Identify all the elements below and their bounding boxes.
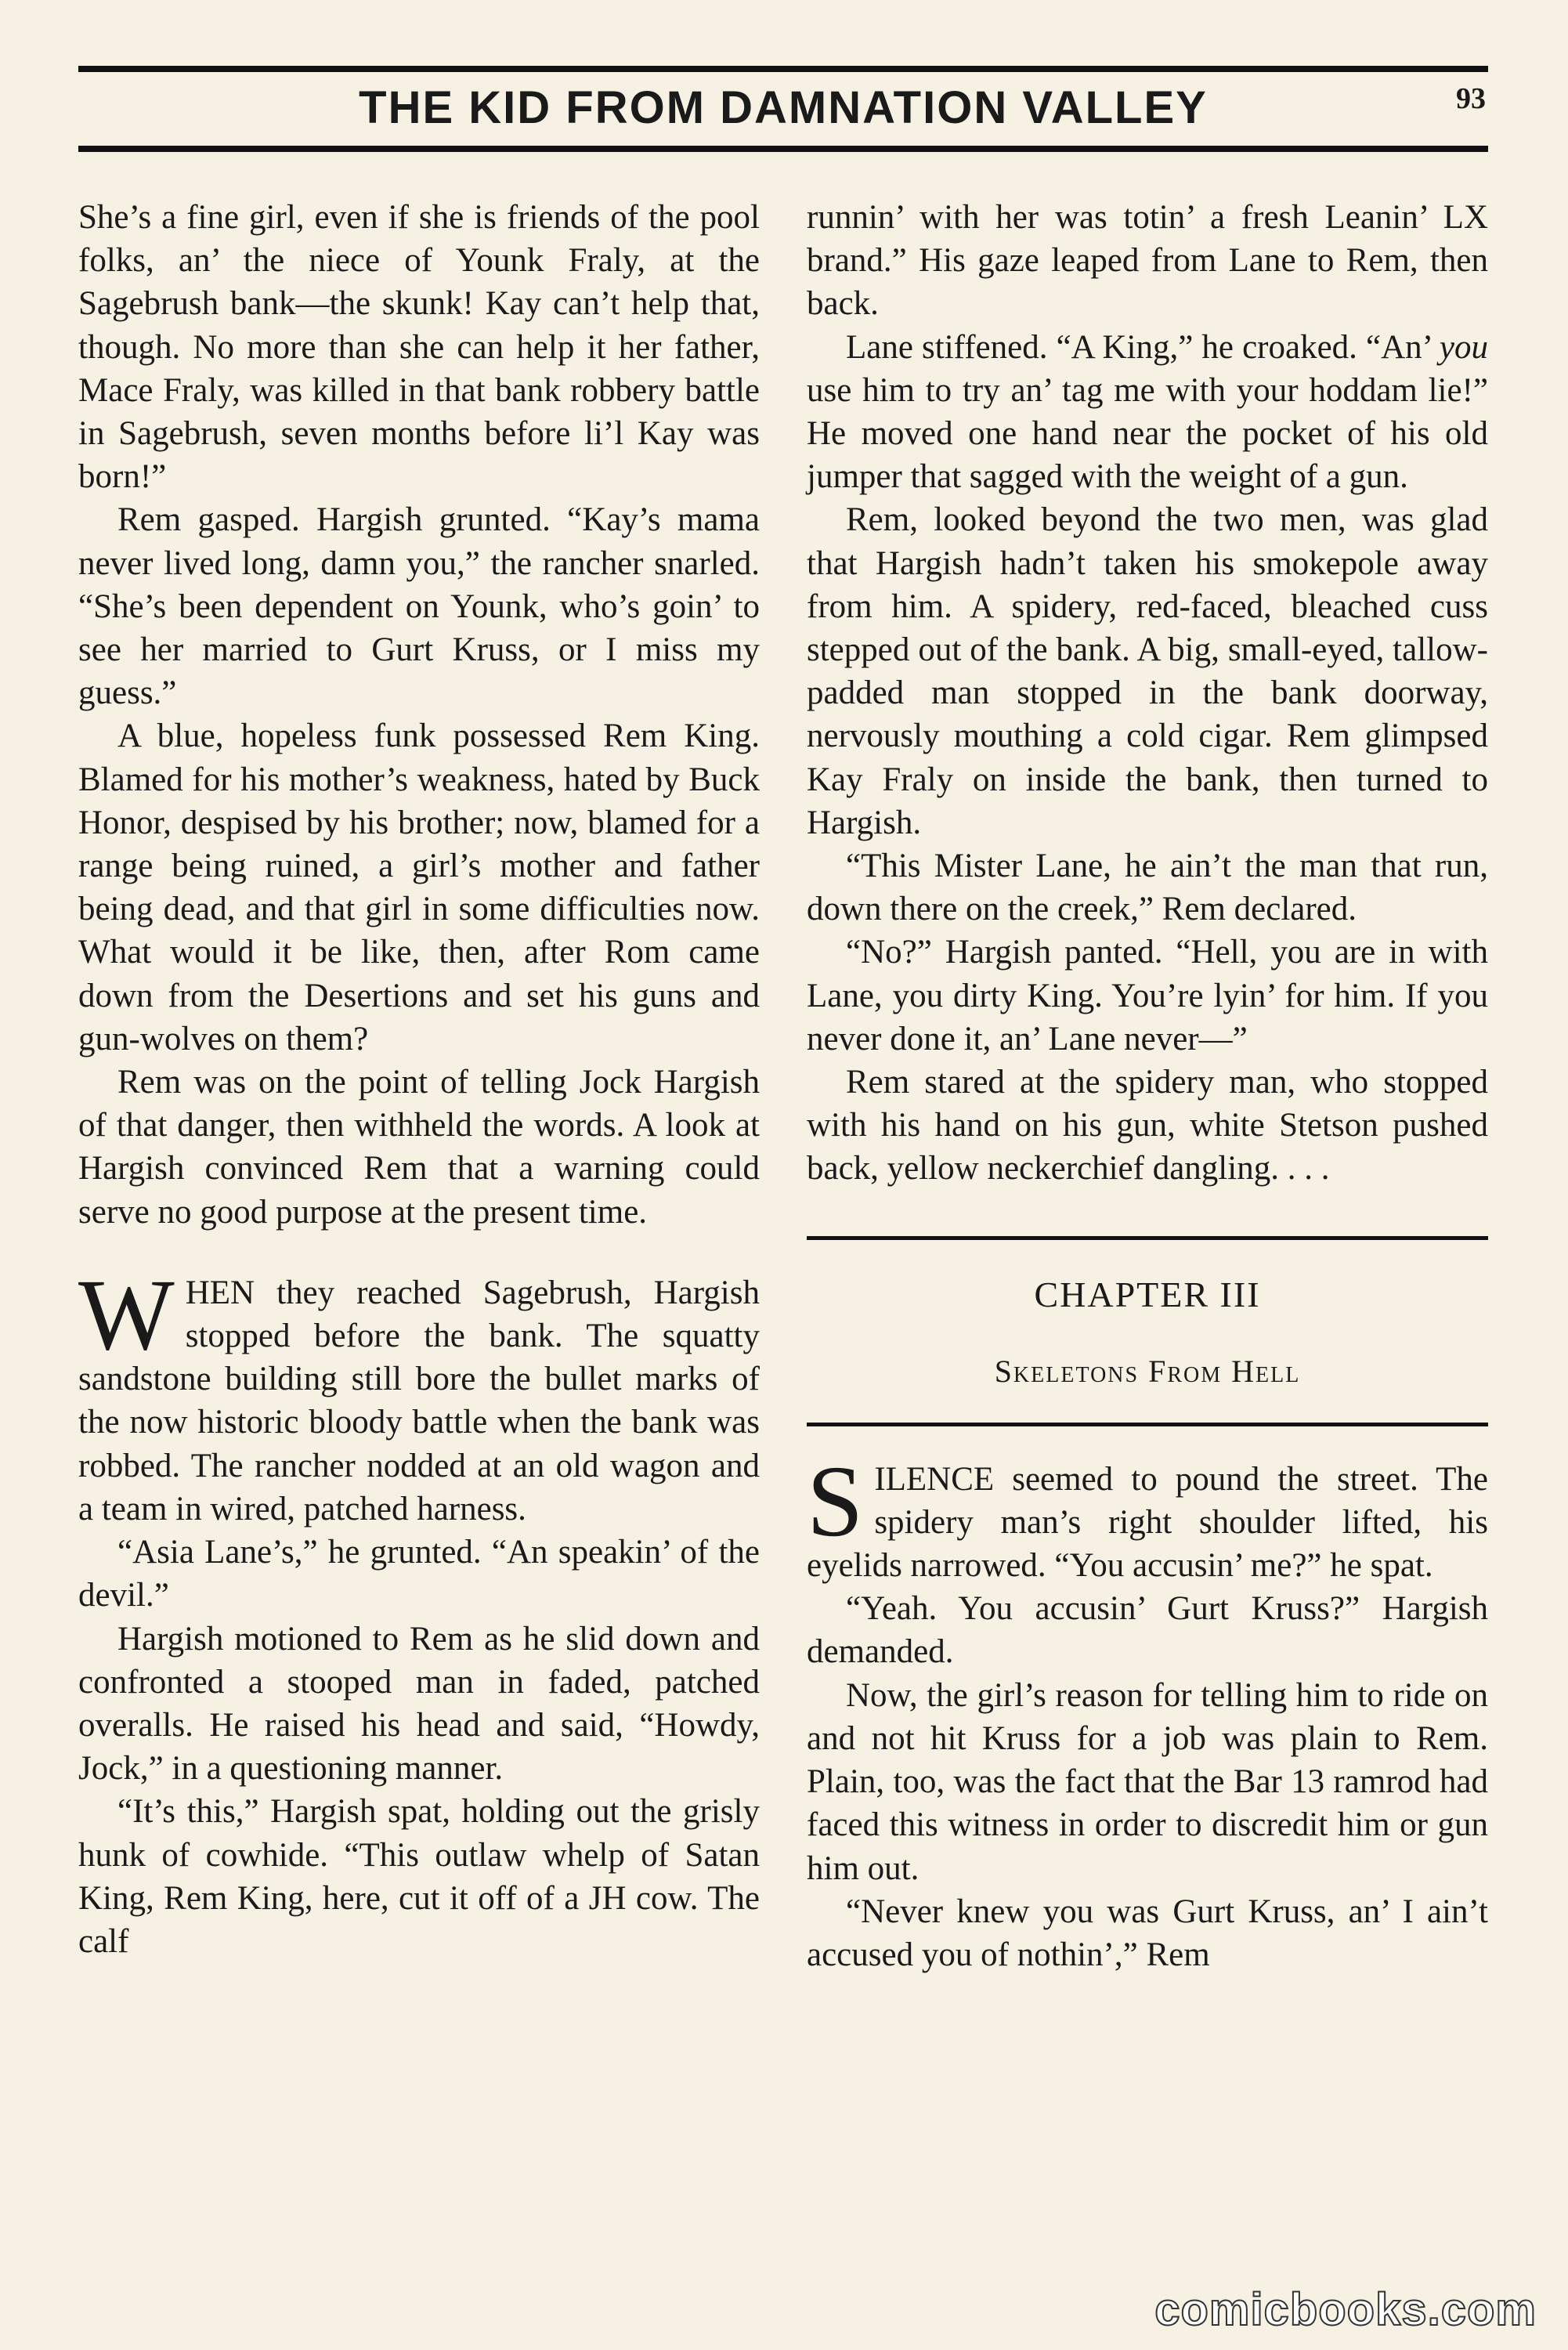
emphasis-text: you: [1439, 328, 1488, 366]
paragraph: Hargish motioned to Rem as he slid down and confronted a stooped man in faded, patched overalls. He raised his head and said, “Howdy, Jock,” in a questioning manner.: [78, 1620, 760, 1788]
header-bottom-rule: [78, 146, 1488, 152]
paragraph: “Yeah. You accusin’ Gurt Kruss?” Hargish demanded.: [807, 1590, 1488, 1671]
paragraph: Now, the girl’s reason for telling him to ride on and not hit Kruss for a job was plain to Rem. Plain, too, was the fact that the Bar 13 ramrod had faced this witness in order to discredit him or gun him out.: [807, 1676, 1488, 1887]
paragraph: A blue, hopeless funk possessed Rem King. Blamed for his mother’s weakness, hated by Buck Honor, despised by his brother; now, blamed for a range being ruined, a girl’s mother and father being dead, and that girl in some difficulties now. What would it be like, then, after Rom came down from the Desertions and set his guns and gun-wolves on them?: [78, 718, 760, 1058]
paragraph: Rem stared at the spidery man, who stopped with his hand on his gun, white Stetson pushed back, yellow neckerchief dangling. . . .: [807, 1064, 1488, 1188]
paragraph: runnin’ with her was totin’ a fresh Leanin’ LX brand.” His gaze leaped from Lane to Rem, then back.: [807, 199, 1488, 323]
paragraph: “Never knew you was Gurt Kruss, an’ I ain’t accused you of nothin’,” Rem: [807, 1893, 1488, 1973]
header-top-rule: [78, 66, 1488, 72]
paragraph: “No?” Hargish panted. “Hell, you are in with Lane, you dirty King. You’re lyin’ for him. If you never done it, an’ Lane never—”: [807, 934, 1488, 1058]
page-number: 93: [1456, 82, 1486, 115]
paragraph: [807, 326, 1488, 499]
paragraph: “Asia Lane’s,” he grunted. “An speakin’ of the devil.”: [78, 1534, 760, 1614]
paragraph: Rem was on the point of telling Jock Hargish of that danger, then withheld the words. A look at Hargish convinced Rem that a warning could serve no good purpose at the present time.: [78, 1064, 760, 1231]
paragraph: “It’s this,” Hargish spat, holding out the grisly hunk of cowhide. “This outlaw whelp of Satan King, Rem King, here, cut it off of a JH cow. The calf: [78, 1793, 760, 1960]
watermark: comicbooks.com: [1154, 2284, 1537, 2335]
chapter-subtitle: Skeletons From Hell: [994, 1353, 1301, 1389]
section-opening-paragraph: [807, 1444, 1488, 1588]
paragraph-text: Lane stiffened. “A King,” he croaked. “An’: [846, 328, 1440, 366]
chapter-top-rule: [807, 1236, 1488, 1240]
drop-cap: S: [807, 1444, 864, 1558]
chapter-bottom-rule: [807, 1423, 1488, 1426]
chapter-heading: [807, 1236, 1488, 1426]
paragraph: Rem gasped. Hargish grunted. “Kay’s mama never lived long, damn you,” the rancher snarled. “She’s been dependent on Younk, who’s goin’ to see her married to Gurt Kruss, or I miss my guess.”: [78, 501, 760, 712]
paragraph: She’s a fine girl, even if she is friends of the pool folks, an’ the niece of Younk Fraly, at the Sagebrush bank—the skunk! Kay can’t help that, though. No more than she can help it her father, Mace Fraly, was killed in that bank robbery battle in Sagebrush, seven months before li’l Kay was born!”: [78, 199, 760, 496]
section-opening-paragraph: [78, 1258, 760, 1531]
paragraph: Rem, looked beyond the two men, was glad that Hargish hadn’t taken his smokepole away from him. A spidery, red-faced, bleached cuss stepped out of the bank. A big, small-eyed, tallow-padded man stopped in the bank doorway, nervously mouthing a cold cigar. Rem glimpsed Kay Fraly on inside the bank, then turned to Hargish.: [807, 501, 1488, 841]
paragraph-text: HEN they reached Sagebrush, Hargish stopped before the bank. The squatty sandstone building still bore the bullet marks of the now historic bloody battle when the bank was robbed. The rancher nodded at an old wagon and a team in wired, patched harness.: [78, 1274, 760, 1528]
paragraph-text: use him to try an’ tag me with your hoddam lie!” He moved one hand near the pocket of his old jumper that sagged with the weight of a gun.: [807, 371, 1488, 496]
chapter-title: CHAPTER III: [1034, 1274, 1261, 1314]
drop-cap: W: [78, 1258, 175, 1372]
paragraph-text: ILENCE seemed to pound the street. The spidery man’s right shoulder lifted, his eyelids narrowed. “You accusin’ me?” he spat.: [807, 1460, 1488, 1585]
left-column: [78, 196, 760, 1963]
right-column: [807, 196, 1488, 1976]
running-title: THE KID FROM DAMNATION VALLEY: [359, 82, 1208, 133]
paragraph: “This Mister Lane, he ain’t the man that run, down there on the creek,” Rem declared.: [807, 848, 1488, 928]
